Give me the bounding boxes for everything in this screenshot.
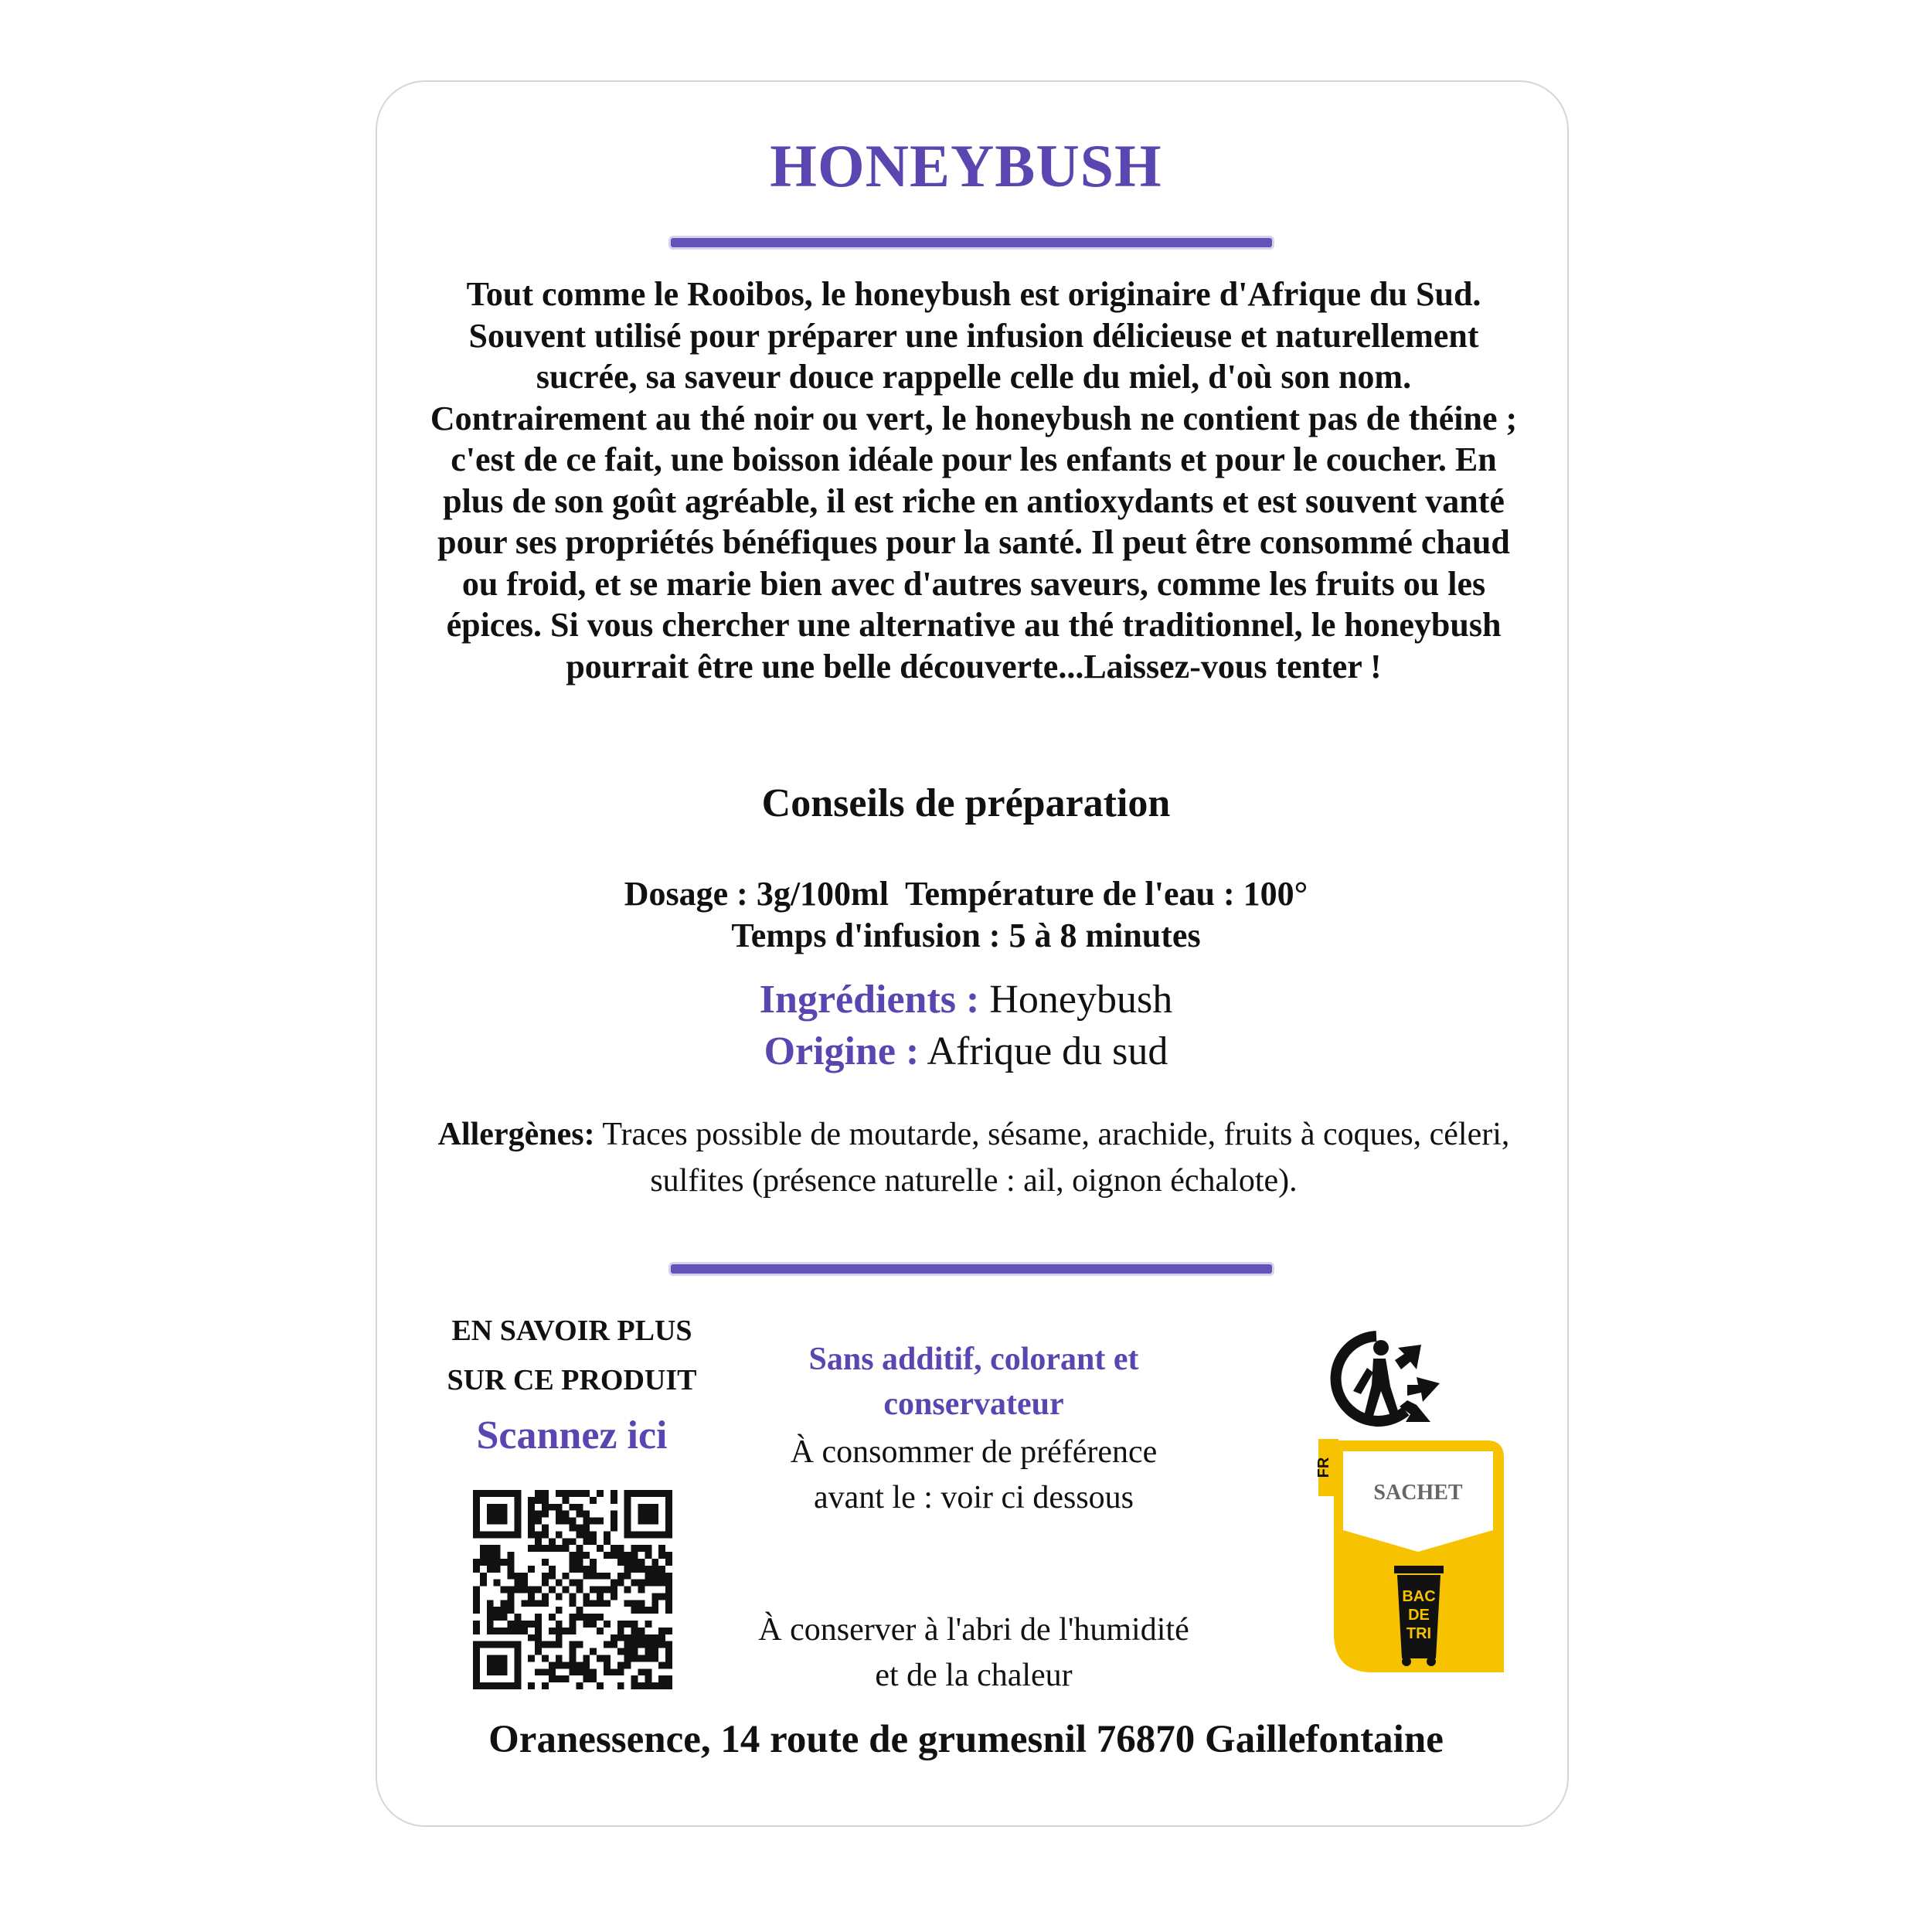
temperature-text: Température de l'eau : 100°: [905, 875, 1308, 913]
storage-text: À conserver à l'abri de l'humidité et de la chaleur: [758, 1612, 1189, 1693]
triman-symbol: [1336, 1336, 1440, 1422]
triman-recycle-icon: [1303, 1309, 1512, 1672]
preparation-heading: Conseils de préparation: [761, 781, 1171, 825]
ingredients-value: Honeybush: [989, 978, 1173, 1022]
bin-label-line-2: DE: [1408, 1607, 1430, 1624]
product-description: Tout comme le Rooibos, le honeybush est originaire d'Afrique du Sud. Souvent utilisé pour préparer une infusion délicieuse et naturellement sucrée, sa saveur douce rappelle celle du miel, d'où son nom. Contrairement au thé noir ou vert, le honeybush ne contient pas de théine ; c'est de ce fait, une boisson idéale pour les enfants et pour le coucher. En plus de son goût agréable, il est riche en antioxydants et est souvent vanté pour ses propriétés bénéfiques pour la santé. Il peut être consommé chaud ou froid, et se marie bien avec d'autres saveurs, comme les fruits ou les épices. Si vous chercher une alternative au thé traditionnel, le honeybush pourrait être une belle découverte...Laissez-vous tenter !: [430, 275, 1518, 685]
preparation-details: [0, 873, 1932, 957]
dosage-text: Dosage : 3g/100ml: [624, 875, 889, 913]
allergens-value: Traces possible de moutarde, sésame, arachide, fruits à coques, céleri, sulfites (présence naturelle : ail, oignon échalote).: [602, 1117, 1510, 1199]
origin-label: Origine :: [764, 1029, 920, 1073]
bottom-divider: [671, 1264, 1272, 1274]
allergens-label: Allergènes:: [437, 1117, 595, 1152]
no-additives-text: Sans additif, colorant et conservateur: [808, 1342, 1139, 1422]
origin-value: Afrique du sud: [927, 1029, 1168, 1073]
product-title: HONEYBUSH: [770, 132, 1162, 199]
allergens-block: [433, 1111, 1515, 1204]
best-before-text: À consommer de préférence avant le : voir ci dessous: [790, 1434, 1158, 1515]
bin-label-line-1: BAC: [1402, 1588, 1436, 1605]
learn-more-line-2: SUR CE PRODUIT: [447, 1364, 697, 1396]
infusion-time-text: Temps d'infusion : 5 à 8 minutes: [731, 917, 1201, 954]
scan-here-text: Scannez ici: [476, 1413, 668, 1458]
triman-item-label: SACHET: [1373, 1481, 1463, 1505]
sorting-bin-icon: [1394, 1566, 1444, 1666]
company-address: Oranessence, 14 route de grumesnil 76870 Gaillefontaine: [488, 1718, 1444, 1761]
triman-country-code: FR: [1315, 1457, 1332, 1478]
qr-code-icon[interactable]: [473, 1490, 672, 1689]
learn-more-line-1: EN SAVOIR PLUS: [451, 1315, 692, 1347]
top-divider: [671, 238, 1272, 247]
ingredients-label: Ingrédients :: [759, 978, 980, 1022]
ingredients-block: [0, 974, 1932, 1077]
bin-label-line-3: TRI: [1406, 1625, 1432, 1642]
learn-more-text: [417, 1306, 726, 1405]
